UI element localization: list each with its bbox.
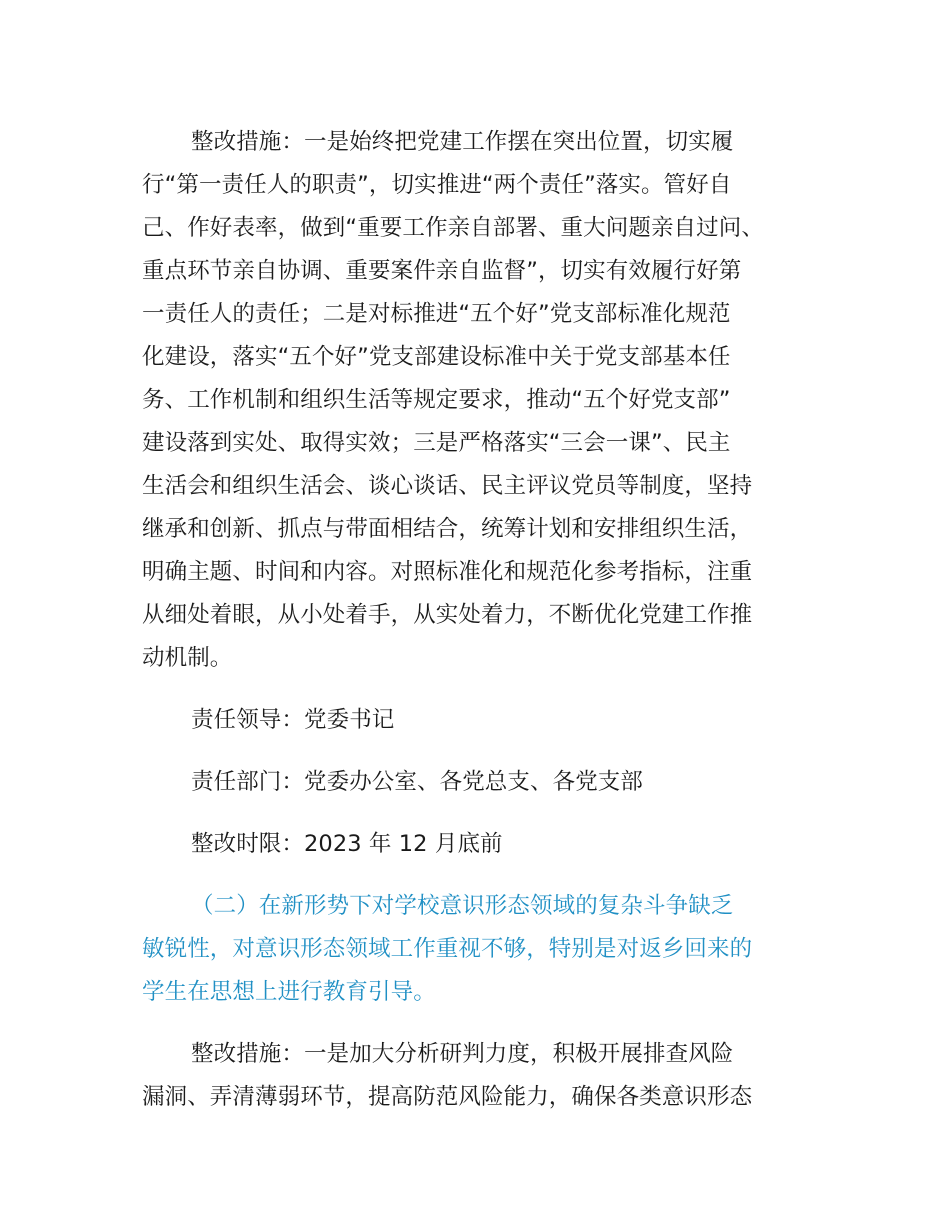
paragraph1-line-3: 己、作好表率，做到“重要工作亲自部署、重大问题亲自过问、 [142,215,764,241]
paragraph2-line-2: 漏洞、弄清薄弱环节，提高防范风险能力，确保各类意识形态 [142,1084,753,1110]
paragraph1-line-4: 重点环节亲自协调、重要案件亲自监督”，切实有效履行好第 [142,258,742,284]
heading2-line-2: 敏锐性，对意识形态领域工作重视不够，特别是对返乡回来的 [142,936,753,962]
paragraph1-line-13: 动机制。 [142,645,233,671]
heading2-line-1: （二）在新形势下对学校意识形态领域的复杂斗争缺乏 [191,893,734,919]
paragraph2-line-1: 整改措施：一是加大分析研判力度，积极开展排查风险 [191,1041,734,1067]
paragraph1-line-12: 从细处着眼，从小处着手，从实处着力，不断优化党建工作推 [142,602,753,628]
paragraph1-line-1: 整改措施：一是始终把党建工作摆在突出位置，切实履 [191,129,734,155]
paragraph1-line-10: 继承和创新、抓点与带面相结合，统筹计划和安排组织生活， [142,516,753,542]
paragraph1-line-9: 生活会和组织生活会、谈心谈话、民主评议党员等制度，坚持 [142,473,753,499]
heading2-line-3: 学生在思想上进行教育引导。 [142,979,436,1005]
rectification-deadline: 整改时限：2023 年 12 月底前 [191,831,503,857]
paragraph1-line-7: 务、工作机制和组织生活等规定要求，推动“五个好党支部” [142,387,731,413]
paragraph1-line-5: 一责任人的责任；二是对标推进“五个好”党支部标准化规范 [142,301,731,327]
paragraph1-line-11: 明确主题、时间和内容。对照标准化和规范化参考指标，注重 [142,559,753,585]
responsible-department: 责任部门：党委办公室、各党总支、各党支部 [191,769,644,795]
responsible-leader: 责任领导：党委书记 [191,707,395,733]
paragraph1-line-8: 建设落到实处、取得实效；三是严格落实“三会一课”、民主 [142,430,731,456]
paragraph1-line-2: 行“第一责任人的职责”，切实推进“两个责任”落实。管好自 [142,172,732,198]
paragraph1-line-6: 化建设，落实“五个好”党支部建设标准中关于党支部基本任 [142,344,731,370]
